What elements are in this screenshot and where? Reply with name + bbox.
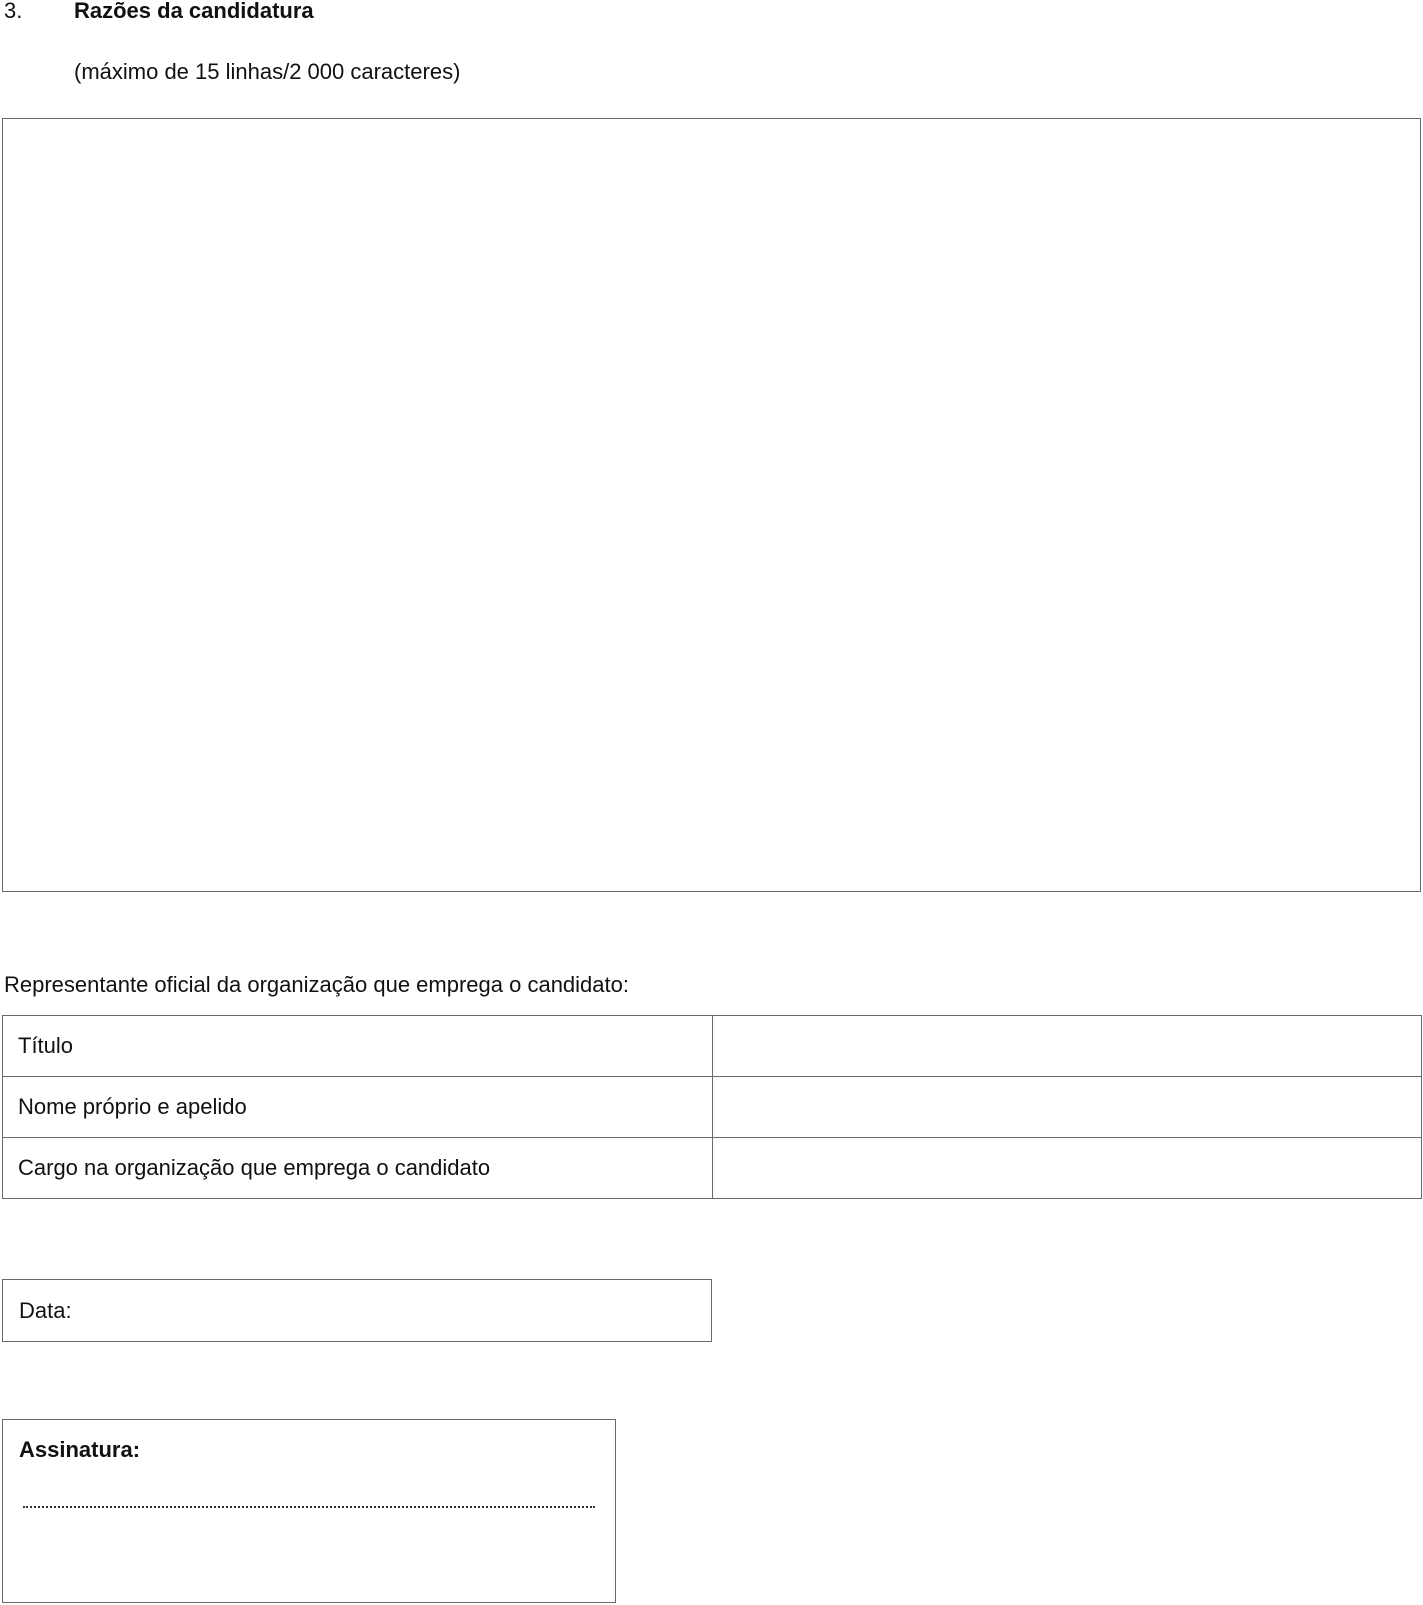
full-name-label: Nome próprio e apelido bbox=[3, 1077, 713, 1138]
date-label: Data: bbox=[19, 1298, 72, 1323]
full-name-field[interactable] bbox=[713, 1077, 1422, 1138]
representative-table bbox=[2, 1015, 1422, 1199]
signature-line bbox=[23, 1506, 595, 1508]
table-row bbox=[3, 1138, 1422, 1199]
section-note: (máximo de 15 linhas/2 000 caracteres) bbox=[74, 59, 461, 84]
table-row bbox=[3, 1077, 1422, 1138]
title-field[interactable] bbox=[713, 1016, 1422, 1077]
section-number: 3. bbox=[4, 0, 23, 23]
signature-box[interactable] bbox=[2, 1419, 616, 1603]
title-label: Título bbox=[3, 1016, 713, 1077]
position-label: Cargo na organização que emprega o candidato bbox=[3, 1138, 713, 1199]
signature-label: Assinatura: bbox=[19, 1437, 141, 1462]
table-row bbox=[3, 1016, 1422, 1077]
position-field[interactable] bbox=[713, 1138, 1422, 1199]
representative-label: Representante oficial da organização que emprega o candidato: bbox=[4, 972, 629, 997]
reasons-text-box[interactable] bbox=[2, 118, 1421, 892]
date-field[interactable] bbox=[2, 1279, 712, 1342]
section-heading: Razões da candidatura bbox=[74, 0, 314, 23]
